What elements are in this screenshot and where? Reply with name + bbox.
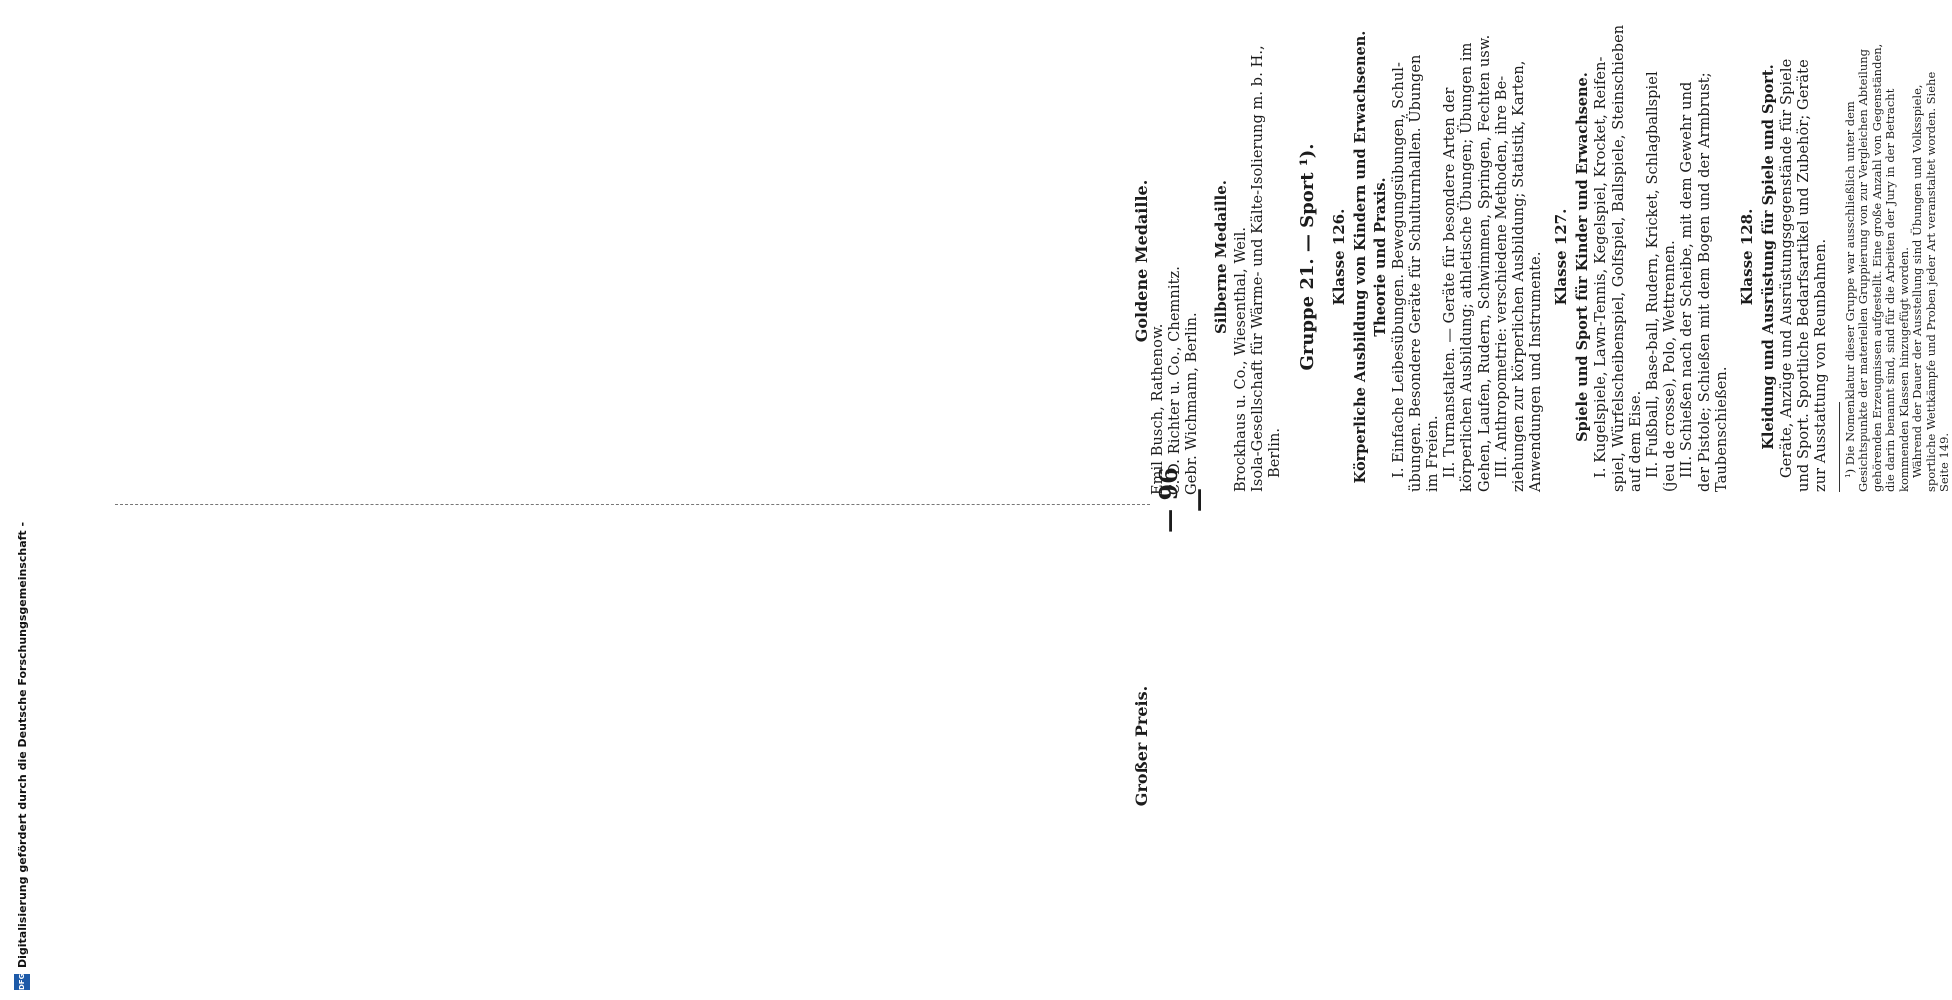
left-column-stack (105, 22, 1150, 492)
list-item: Brockhaus u. Co., Wiesenthal, Weil. (1233, 226, 1249, 492)
text-line: im Freien. (1425, 415, 1442, 492)
klasse126-title: Körperliche Ausbildung von Kindern und Erwachsenen. (1351, 30, 1369, 484)
list-item: Berlin. (1267, 427, 1284, 478)
klasse128-heading: Klasse 128. (1738, 208, 1757, 306)
text-line: ziehungen zur körperlichen Ausbildung; Statistik, Karten, (1511, 60, 1528, 492)
watermark-text: Digitalisierung gefördert durch die Deutsche Forschungsgemeinschaft - (15, 521, 29, 968)
text-line: spiel, Würfelscheibenspiel, Golfspiel, Ballspiele, Steinschieben (1610, 24, 1627, 492)
group21-heading: Gruppe 21. — Sport ¹). (1296, 143, 1318, 371)
klasse128-title: Kleidung und Ausrüstung für Spiele und Sport. (1760, 64, 1778, 450)
footnote-line: kommenden Klassen hinzugefügt worden. (1896, 247, 1911, 492)
page-number: — 96 — (1154, 467, 1212, 533)
footnote-line: sportliche Wettkämpfe und Proben jeder Art veranstaltet worden. Siehe (1923, 71, 1938, 492)
list-item: Gebr. Wichmann, Berlin. (1184, 312, 1201, 495)
left-silver-heading: Silberne Medaille. (1212, 179, 1230, 335)
footnote-line: gehörenden Erzeugnissen aufgestellt. Eine große Anzahl von Gegenständen, (1869, 43, 1884, 492)
watermark (12, 10, 32, 990)
text-line: Gehen, Laufen, Rudern, Schwimmen, Springen, Fechten usw. (1476, 34, 1493, 492)
left-gold-heading: Goldene Medaille. (1132, 179, 1151, 343)
footnote-line: Während der Dauer der Ausstellung sind Übungen und Volksspiele, (1910, 84, 1925, 478)
list-item: C. D. Richter u. Co., Chemnitz. (1167, 266, 1184, 495)
text-line: zur Ausstattung von Reunbahnen. (1813, 238, 1830, 492)
klasse126-subtitle: Theorie und Praxis. (1371, 177, 1389, 337)
text-line: der Pistole; Schießen mit dem Bogen und der Armbrust; (1696, 72, 1713, 492)
text-line: übungen. Besondere Geräte für Schulturnhallen. Übungen (1407, 54, 1424, 492)
footnote-line: Seite 149. (1937, 432, 1952, 492)
footnote-line: Gesichtspunkte der materiellen Gruppierung von zur Vergleichen Abteilung (1856, 48, 1871, 492)
text-line: Anwendungen und Instrumente. (1528, 251, 1545, 492)
text-line: und Sport. Sportliche Bedarfsartikel und Zubehör; Geräte (1796, 59, 1813, 492)
text-line: II. Fußball, Base-ball, Rudern, Kricket, Schlagballspiel (1645, 71, 1662, 478)
footnote-rule (1839, 402, 1840, 492)
text-line: I. Kugelspiele, Lawn-Tennis, Kegelspiel, Krocket, Reifen- (1593, 56, 1610, 478)
dfg-logo: DFG (14, 974, 30, 990)
text-line: Taubenschießen. (1713, 366, 1730, 492)
text-line: auf dem Eise. (1627, 390, 1644, 492)
column-divider (115, 504, 1150, 505)
text-line: körperlichen Ausbildung; athletische Übungen; Übungen im (1459, 42, 1476, 492)
klasse127-heading: Klasse 127. (1552, 208, 1571, 306)
footnote-line: ¹) Die Nomenklatur dieser Gruppe war ausschließlich unter dem (1842, 101, 1857, 478)
text-line: III. Schießen nach der Scheibe, mit dem Gewehr und (1679, 81, 1696, 478)
text-line: III. Anthropometrie: verschiedene Methoden, ihre Be- (1493, 75, 1510, 478)
text-line: II. Turnanstalten. — Geräte für besondere Arten der (1442, 87, 1459, 478)
left-column-flow-text (1205, 22, 1952, 492)
list-item: Emil Busch, Rathenow. (1150, 323, 1166, 495)
text-line: (jeu de crosse), Polo, Wettrennen. (1662, 240, 1679, 492)
list-item: Isola-Gesellschaft für Wärme- und Kälte-Isolierung m. b. H., (1250, 45, 1267, 492)
right-column (1125, 512, 1155, 980)
footnote-line: die darin benannt sind, sind für die Arbeiten der Jury in der Betracht (1883, 88, 1898, 492)
text-line: I. Einfache Leibesübungen. Bewegungsübungen, Schul- (1390, 61, 1407, 478)
klasse127-title: Spiele und Sport für Kinder und Erwachsene. (1574, 72, 1592, 442)
left-gold-list (1150, 25, 1202, 495)
grand-prix-heading: Großer Preis. (1132, 685, 1151, 807)
klasse126-heading: Klasse 126. (1329, 208, 1348, 306)
text-line: Geräte, Anzüge und Ausrüstungsgegenstände für Spiele (1779, 58, 1796, 478)
